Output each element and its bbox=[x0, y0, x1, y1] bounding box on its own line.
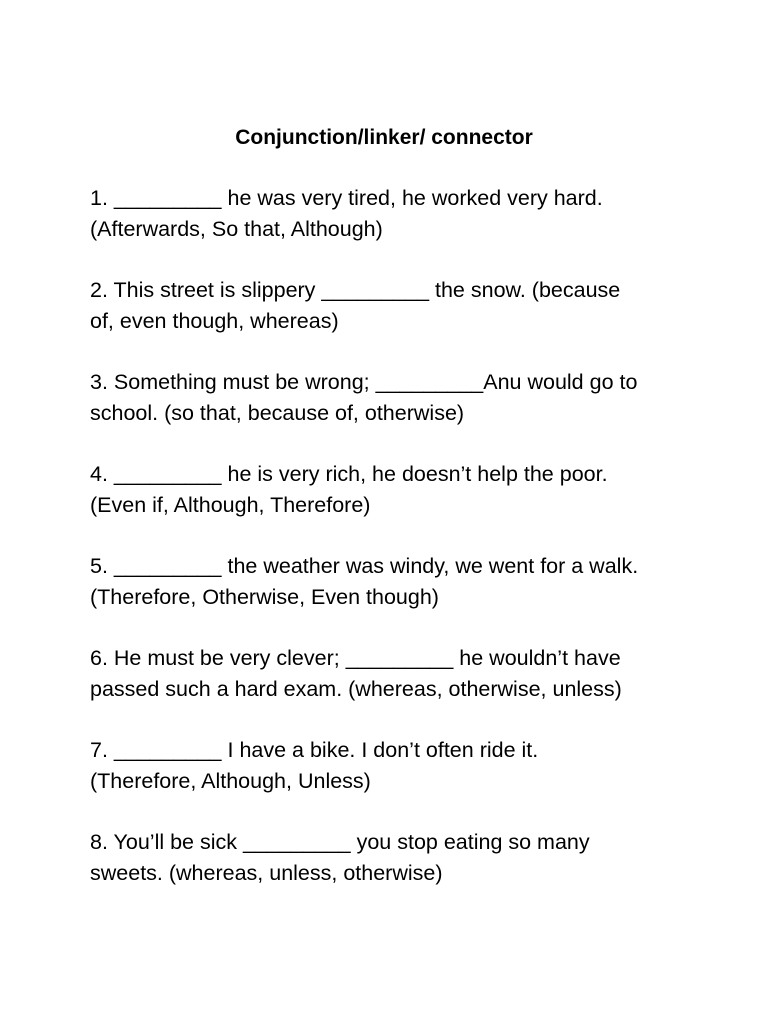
question-5-line-1: 5. _________ the weather was windy, we went for a walk. bbox=[90, 554, 639, 578]
question-6-line-2: passed such a hard exam. (whereas, otherwise, unless) bbox=[90, 677, 622, 701]
question-7 bbox=[90, 735, 690, 797]
question-4 bbox=[90, 459, 690, 521]
question-3 bbox=[90, 367, 690, 429]
question-7-options: (Therefore, Although, Unless) bbox=[90, 769, 371, 793]
question-6-line-1: 6. He must be very clever; _________ he wouldn’t have bbox=[90, 646, 621, 670]
question-5-options: (Therefore, Otherwise, Even though) bbox=[90, 585, 439, 609]
question-5 bbox=[90, 551, 690, 613]
question-1-line-1: 1. _________ he was very tired, he worked very hard. bbox=[90, 186, 603, 210]
question-1-options: (Afterwards, So that, Although) bbox=[90, 217, 383, 241]
question-3-line-1: 3. Something must be wrong; _________Anu would go to bbox=[90, 370, 638, 394]
question-4-line-1: 4. _________ he is very rich, he doesn’t help the poor. bbox=[90, 462, 608, 486]
question-1 bbox=[90, 183, 690, 245]
question-3-line-2: school. (so that, because of, otherwise) bbox=[90, 401, 465, 425]
question-4-options: (Even if, Although, Therefore) bbox=[90, 493, 371, 517]
page-title: Conjunction/linker/ connector bbox=[235, 126, 533, 149]
question-2-line-2: of, even though, whereas) bbox=[90, 309, 339, 333]
question-8-line-1: 8. You’ll be sick _________ you stop eating so many bbox=[90, 830, 590, 854]
question-2 bbox=[90, 275, 690, 337]
question-2-line-1: 2. This street is slippery _________ the snow. (because bbox=[90, 278, 621, 302]
question-list bbox=[90, 183, 690, 919]
question-8 bbox=[90, 827, 690, 889]
question-8-line-2: sweets. (whereas, unless, otherwise) bbox=[90, 861, 443, 885]
question-7-line-1: 7. _________ I have a bike. I don’t often ride it. bbox=[90, 738, 539, 762]
question-6 bbox=[90, 643, 690, 705]
